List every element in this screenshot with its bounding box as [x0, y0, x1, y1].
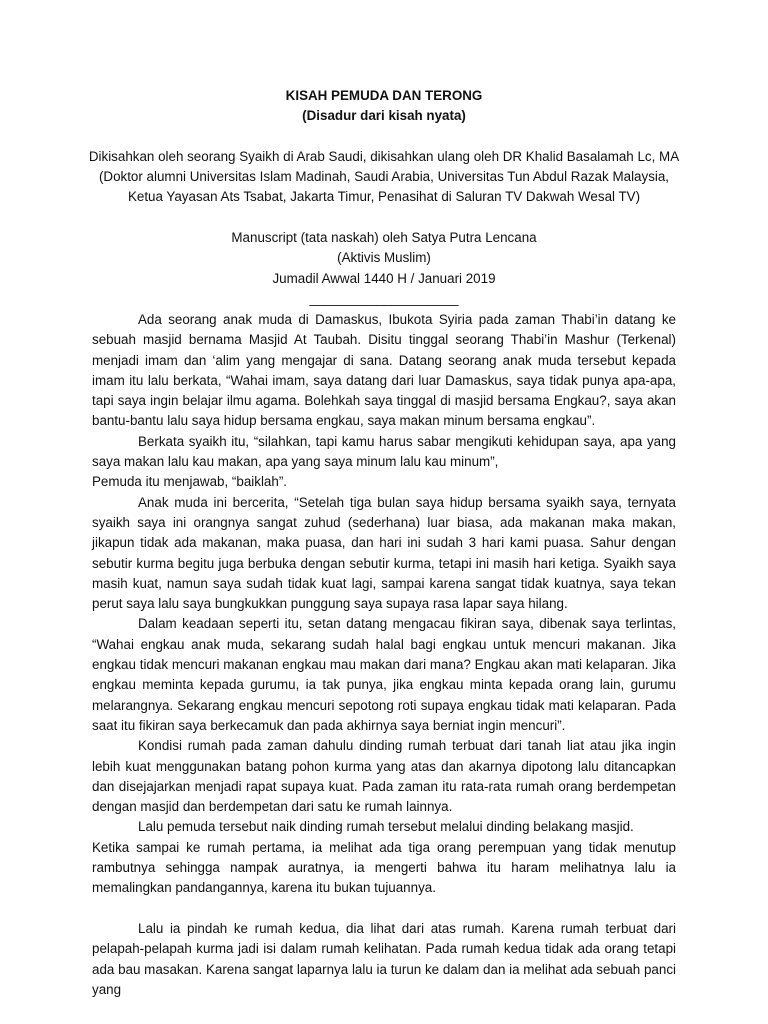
attribution-line-3: Ketua Yayasan Ats Tsabat, Jakarta Timur, Penasihat di Saluran TV Dakwah Wesal TV) — [127, 189, 641, 205]
paragraph: Kondisi rumah pada zaman dahulu dinding rumah terbuat dari tanah liat atau jika ingin lebih kuat menggunakan batang pohon kurma yang atas dan akarnya dipotong lalu ditancapkan dan disejajarkan menjadi rapat supaya kuat. Pada zaman itu rata-rata rumah orang berdempetan dengan masjid dan berdempetan dari satu ke rumah lainnya. — [92, 738, 676, 815]
paragraph: Ada seorang anak muda di Damaskus, Ibukota Syiria pada zaman Thabi’in datang ke sebuah masjid bernama Masjid At Taubah. Disitu tinggal seorang Thabi’in Mashur (Terkenal) menjadi imam dan ‘alim yang mengajar di sana. Datang seorang anak muda tersebut kepada imam itu lalu berkata, “Wahai imam, saya datang dari luar Damaskus, saya tidak punya apa-apa, tapi saya ingin belajar ilmu agama. Bolehkah saya tinggal di masjid bersama Engkau?, saya akan bantu-bantu lalu saya hidup bersama engkau, saya makan minum bersama engkau”. — [92, 312, 676, 429]
paragraph: Lalu ia pindah ke rumah kedua, dia lihat dari atas rumah. Karena rumah terbuat dari pelapah-pelapah kurma jadi isi dalam rumah kelihatan. Pada rumah kedua tidak ada orang tetapi ada bau masakan. Karena sangat laparnya lalu ia turun ke dalam dan ia melihat ada sebuah panci yang — [92, 920, 676, 997]
header-rule: ____________________ — [309, 290, 459, 306]
document-date: Jumadil Awwal 1440 H / Januari 2019 — [272, 270, 496, 286]
document-subtitle: (Disadur dari kisah nyata) — [302, 108, 466, 124]
document-title: KISAH PEMUDA DAN TERONG — [285, 88, 483, 103]
attribution-line-1: Dikisahkan oleh seorang Syaikh di Arab Saudi, dikisahkan ulang oleh DR Khalid Basalamah Lc, MA — [88, 148, 680, 164]
document-header — [0, 86, 768, 309]
paragraph: Berkata syaikh itu, “silahkan, tapi kamu harus sabar mengikuti kehidupan saya, apa yang saya makan lalu kau makan, apa yang saya minum lalu kau minum”, — [92, 433, 676, 470]
paragraph: Anak muda ini bercerita, “Setelah tiga bulan saya hidup bersama syaikh saya, ternyata syaikh saya ini orangnya sangat zuhud (sederhana) luar biasa, ada makanan maka makan, jikapun tidak ada makanan, maka puasa, dan hari ini sudah 3 hari kami puasa. Sahur dengan sebutir kurma begitu juga berbuka dengan sebutir kurma, tetapi ini masih hari ketiga. Syaikh saya masih kuat, namun saya sudah tidak kuat lagi, sampai karena sangat tidak kuatnya, saya tekan perut saya lalu saya bungkukkan punggung saya supaya rasa lapar saya hilang. — [92, 494, 676, 612]
paragraph: Lalu pemuda tersebut naik dinding rumah tersebut melalui dinding belakang masjid. — [138, 819, 634, 835]
paragraph: Pemuda itu menjawab, “baiklah”. — [92, 474, 288, 490]
author-role: (Aktivis Muslim) — [337, 250, 431, 266]
manuscript-credit: Manuscript (tata naskah) oleh Satya Putra Lencana — [231, 230, 537, 246]
attribution-line-2: (Doktor alumni Universitas Islam Madinah, Saudi Arabia, Universitas Tun Abdul Razak Malaysia, — [98, 169, 670, 185]
paragraph: Ketika sampai ke rumah pertama, ia melihat ada tiga orang perempuan yang tidak menutup rambutnya sehingga nampak auratnya, ia mengerti bahwa itu haram melihatnya lalu ia memalingkan pandangannya, karena itu bukan tujuannya. — [92, 839, 676, 896]
document-body — [92, 310, 676, 1000]
paragraph: Dalam keadaan seperti itu, setan datang mengacau fikiran saya, dibenak saya terlintas, “Wahai engkau anak muda, sekarang sudah halal bagi engkau untuk mencuri makanan. Jika engkau tidak mencuri makanan engkau mau makan dari mana? Engkau akan mati kelaparan. Jika engkau meminta kepada gurumu, ia tak punya, jika engkau minta kepada orang lain, gurumu melarangnya. Sekarang engkau mencuri sepotong roti supaya engkau tidak mati kelaparan. Pada saat itu fikiran saya berkecamuk dan pada akhirnya saya berniat ingin mencuri”. — [92, 616, 676, 733]
